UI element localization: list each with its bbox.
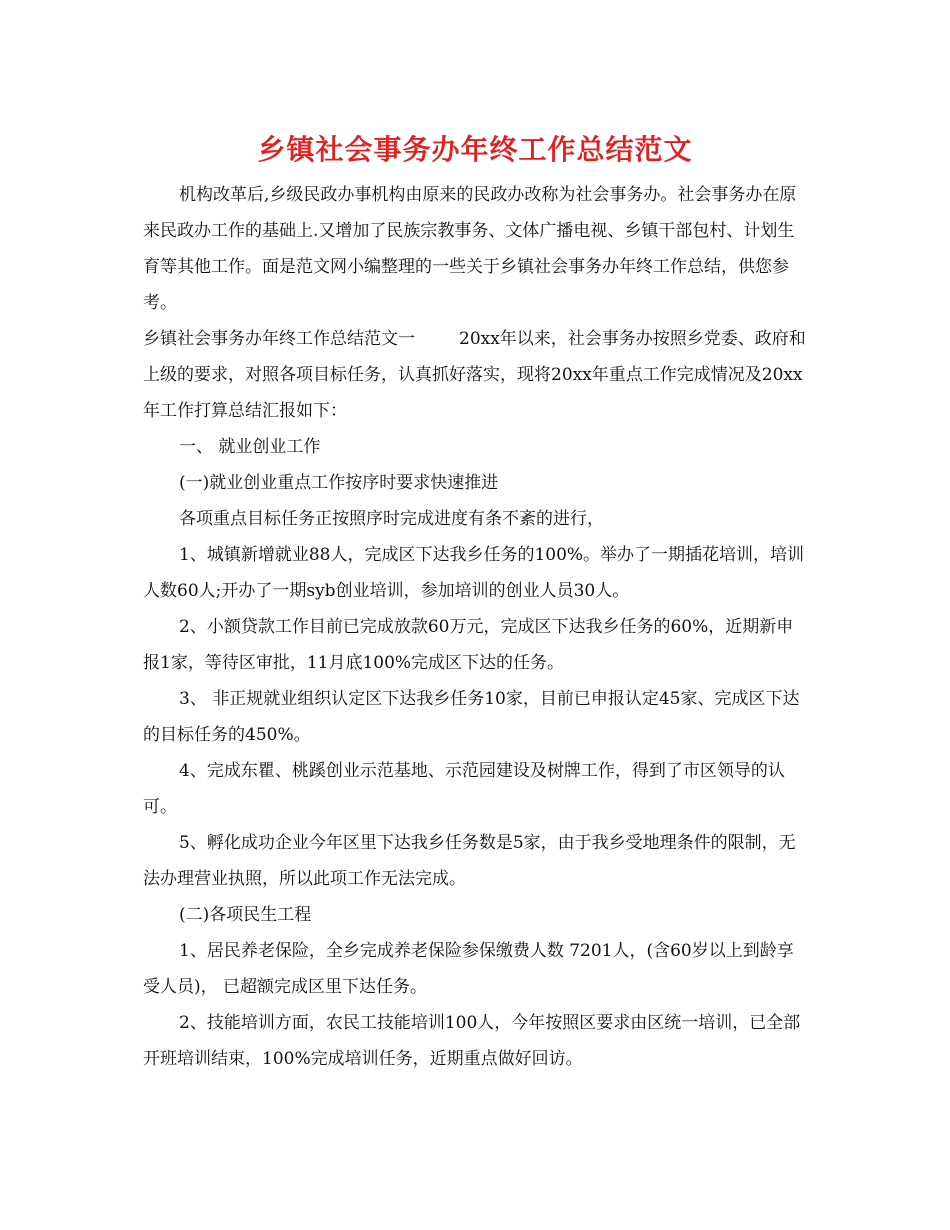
section-intro-paragraph xyxy=(143,321,808,429)
document-body xyxy=(143,177,808,1077)
section-label: 乡镇社会事务办年终工作总结范文一 xyxy=(143,329,415,349)
list-item: 4、完成东瞿、桃蹊创业示范基地、示范园建设及树牌工作，得到了市区领导的认可。 xyxy=(143,761,785,817)
list-item: 5、孵化成功企业今年区里下达我乡任务数是5家，由于我乡受地理条件的限制，无法办理营业执照，所以此项工作无法完成。 xyxy=(143,833,796,889)
list-item: 3、 非正规就业组织认定区下达我乡任务10家，目前已申报认定45家、完成区下达的目标任务的450%。 xyxy=(143,689,800,745)
subheading-livelihood: (二)各项民生工程 xyxy=(179,905,312,925)
heading-employment: 一、 就业创业工作 xyxy=(179,437,321,457)
section-intro-text: 20xx年以来，社会事务办按照乡党委、政府和上级的要求，对照各项目标任务，认真抓好落实，现将20xx年重点工作完成情况及20xx年工作打算总结汇报如下： xyxy=(143,329,806,421)
list-item: 1、居民养老保险，全乡完成养老保险参保缴费人数 7201人，(含60岁以上到龄享受人员)， 已超额完成区里下达任务。 xyxy=(143,941,794,997)
list-item: 1、城镇新增就业88人，完成区下达我乡任务的100%。举办了一期插花培训，培训人数60人;开办了一期syb创业培训，参加培训的创业人员30人。 xyxy=(143,545,805,601)
document-title: 乡镇社会事务办年终工作总结范文 xyxy=(257,133,693,166)
subheading-employment-progress: (一)就业创业重点工作按序时要求快速推进 xyxy=(179,473,499,493)
intro-paragraph: 机构改革后,乡级民政办事机构由原来的民政办改称为社会事务办。社会事务办在原来民政办工作的基础上.又增加了民族宗教事务、文体广播电视、乡镇干部包村、计划生育等其他工作。面是范文网小编整理的一些关于乡镇社会事务办年终工作总结，供您参考。 xyxy=(143,185,797,313)
subheading-employment-intro: 各项重点目标任务正按照序时完成进度有条不紊的进行， xyxy=(179,509,604,529)
list-item: 2、技能培训方面，农民工技能培训100人，今年按照区要求由区统一培训，已全部开班培训结束，100%完成培训任务，近期重点做好回访。 xyxy=(143,1013,801,1069)
list-item: 2、小额贷款工作目前已完成放款60万元，完成区下达我乡任务的60%，近期新申报1家，等待区审批，11月底100%完成区下达的任务。 xyxy=(143,617,794,673)
